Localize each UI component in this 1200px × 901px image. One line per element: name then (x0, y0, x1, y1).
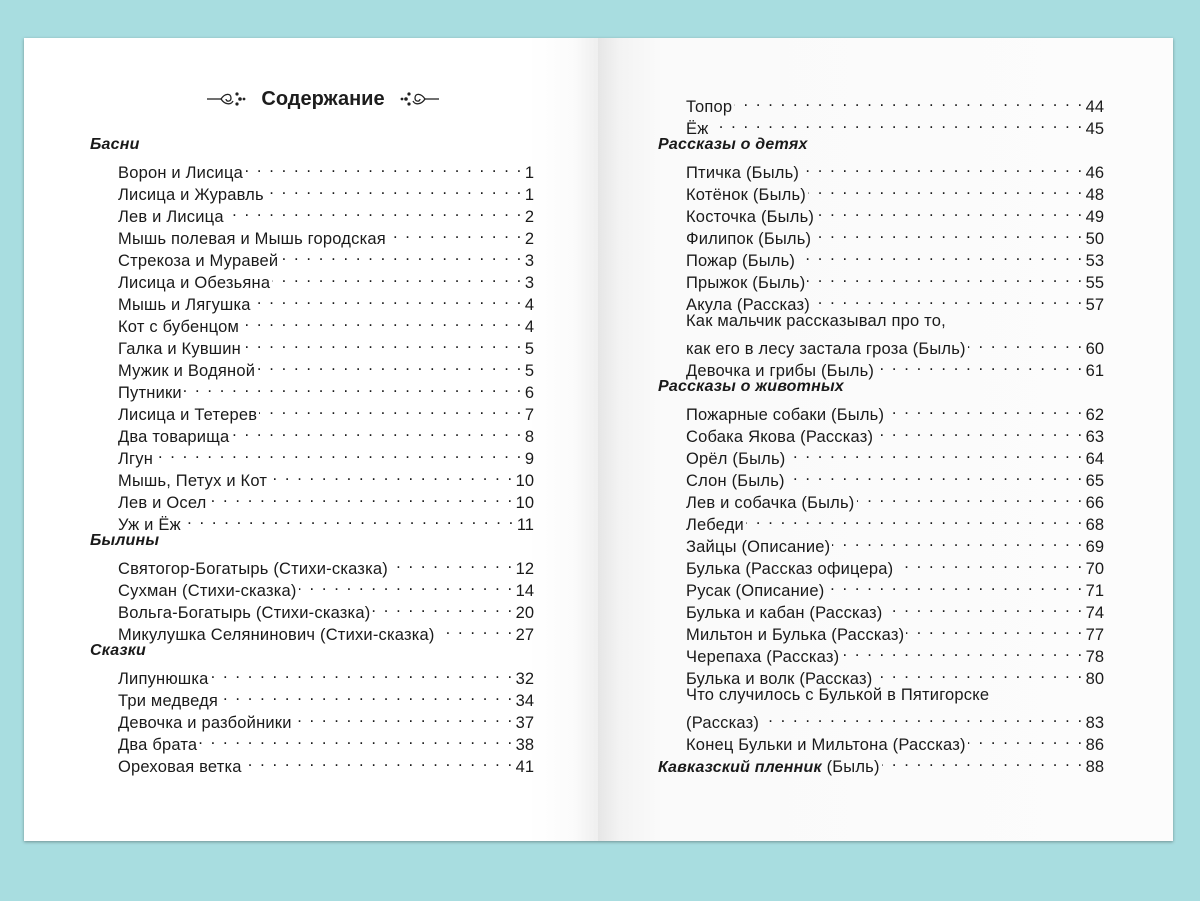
dot-leader (797, 244, 1084, 266)
entry-title: Лев и Осел (118, 494, 207, 512)
entry-title: Акула (Рассказ) (686, 296, 810, 314)
dot-leader (390, 552, 514, 574)
dot-leader (244, 750, 514, 772)
page-number: 5 (524, 362, 534, 380)
page-number: 63 (1085, 428, 1104, 446)
entry-title: Зайцы (Описание) (686, 538, 831, 556)
page-number: 66 (1085, 494, 1104, 512)
toc-entry-line (658, 684, 1104, 706)
dot-leader (787, 464, 1084, 486)
dot-leader (882, 750, 1084, 772)
section-heading (658, 134, 1104, 156)
dot-leader (294, 706, 514, 728)
dot-leader (253, 288, 523, 310)
page-number: 49 (1085, 208, 1104, 226)
entry-title: как его в лесу застала гроза (Быль) (686, 340, 966, 358)
contents-heading (196, 84, 450, 114)
dot-leader (710, 112, 1083, 134)
toc-entry (658, 706, 1104, 732)
dot-leader (299, 574, 514, 596)
dot-leader (874, 662, 1083, 684)
page-number: 38 (515, 736, 534, 754)
toc-entry-line (658, 310, 1104, 332)
entry-title: Котёнок (Быль) (686, 186, 806, 204)
section-title: Сказки (90, 642, 147, 659)
entry-title: Что случилось с Булькой в Пятигорске (686, 686, 990, 704)
dot-leader (209, 486, 514, 508)
section-title: Рассказы о детях (658, 136, 808, 153)
entry-title: Конец Бульки и Мильтона (Рассказ) (686, 736, 966, 754)
entry-title: Мильтон и Булька (Рассказ) (686, 626, 905, 644)
left-toc-column (90, 134, 534, 776)
page-number: 57 (1085, 296, 1104, 314)
dot-leader (807, 266, 1083, 288)
entry-title: Ёж (686, 120, 709, 138)
entry-title: Лисица и Журавль (118, 186, 264, 204)
entry-title: Лебеди (686, 516, 744, 534)
entry-title: Русак (Описание) (686, 582, 825, 600)
toc-entry (90, 464, 534, 490)
entry-title: Липунюшка (118, 670, 209, 688)
dot-leader (243, 332, 523, 354)
dot-leader (808, 178, 1084, 200)
page-number: 3 (524, 252, 534, 270)
page-number: 3 (524, 274, 534, 292)
entry-title: Слон (Быль) (686, 472, 785, 490)
dot-leader (155, 442, 523, 464)
entry-title: Уж и Ёж (118, 516, 181, 534)
section-title: Рассказы о животных (658, 378, 844, 395)
entry-title: Орёл (Быль) (686, 450, 786, 468)
entry-title: Три медведя (118, 692, 219, 710)
section-heading (90, 530, 534, 552)
dot-leader (761, 706, 1084, 728)
dot-leader (734, 90, 1083, 112)
entry-title: Галка и Кувшин (118, 340, 241, 358)
page-number: 44 (1085, 98, 1104, 116)
page-number: 55 (1085, 274, 1104, 292)
page-number: 80 (1085, 670, 1104, 688)
entry-title: Птичка (Быль) (686, 164, 800, 182)
left-flourish-icon (207, 89, 247, 109)
dot-leader (231, 420, 522, 442)
entry-title: Косточка (Быль) (686, 208, 815, 226)
page-number: 1 (524, 186, 534, 204)
dot-leader (884, 596, 1083, 618)
dot-leader (801, 156, 1084, 178)
dot-leader (812, 288, 1084, 310)
page-number: 41 (515, 758, 534, 776)
section-title: Басни (90, 136, 140, 153)
page-number: 48 (1085, 186, 1104, 204)
page-number: 14 (515, 582, 534, 600)
toc-entry (658, 332, 1104, 358)
entry-title: Булька (Рассказ офицера) (686, 560, 894, 578)
entry-title: Два товарища (118, 428, 230, 446)
dot-leader (211, 662, 514, 684)
section-heading (90, 134, 534, 156)
page-number: 7 (524, 406, 534, 424)
entry-title: Мужик и Водяной (118, 362, 256, 380)
page-number: 8 (524, 428, 534, 446)
dot-leader (968, 728, 1084, 750)
page-number: 37 (515, 714, 534, 732)
entry-title: Пожарные собаки (Быль) (686, 406, 885, 424)
page-number: 64 (1085, 450, 1104, 468)
right-toc-column (658, 90, 1104, 776)
dot-leader (788, 442, 1084, 464)
page-number: 6 (524, 384, 534, 402)
dot-leader (813, 222, 1083, 244)
dot-leader (259, 398, 523, 420)
toc-entry (90, 552, 534, 578)
entry-title: Черепаха (Рассказ) (686, 648, 840, 666)
page-number: 4 (524, 318, 534, 336)
entry-title: Мышь полевая и Мышь городская (118, 230, 386, 248)
dot-leader (875, 420, 1083, 442)
page-number: 10 (515, 472, 534, 490)
dot-leader (184, 376, 523, 398)
dot-leader (199, 728, 513, 750)
toc-entry (658, 398, 1104, 424)
dot-leader (895, 552, 1083, 574)
page-number: 46 (1085, 164, 1104, 182)
page-number: 83 (1085, 714, 1104, 732)
page-number: 45 (1085, 120, 1104, 138)
book-spread (24, 38, 1173, 841)
entry-title: Два брата (118, 736, 198, 754)
page-number: 50 (1085, 230, 1104, 248)
dot-leader (832, 530, 1083, 552)
page-number: 11 (516, 516, 534, 534)
entry-title: Сухман (Стихи-сказка) (118, 582, 297, 600)
dot-leader (372, 596, 513, 618)
dot-leader (245, 156, 523, 178)
entry-title: Булька и волк (Рассказ) (686, 670, 873, 688)
page-number: 71 (1085, 582, 1104, 600)
page-number: 4 (524, 296, 534, 314)
entry-title: Лев и собачка (Быль) (686, 494, 855, 512)
dot-leader (826, 574, 1083, 596)
toc-entry (90, 662, 534, 688)
entry-title: Топор (686, 98, 733, 116)
toc-entry (658, 156, 1104, 182)
page-number: 27 (515, 626, 534, 644)
entry-title: Девочка и грибы (Быль) (686, 362, 875, 380)
dot-leader (388, 222, 523, 244)
entry-title: Кот с бубенцом (118, 318, 240, 336)
entry-title: Ворон и Лисица (118, 164, 243, 182)
page-number: 32 (515, 670, 534, 688)
page-number: 1 (524, 164, 534, 182)
entry-title: Лев и Лисица (118, 208, 224, 226)
dot-leader (226, 200, 523, 222)
toc-entry (658, 90, 1104, 116)
entry-title: Лисица и Тетерев (118, 406, 258, 424)
section-heading (658, 376, 1104, 398)
dot-leader (269, 464, 514, 486)
page-number: 69 (1085, 538, 1104, 556)
dot-leader (886, 398, 1083, 420)
entry-genre: (Быль) (821, 758, 880, 776)
page-number: 60 (1085, 340, 1104, 358)
page-number: 2 (524, 230, 534, 248)
entry-title: Прыжок (Быль) (686, 274, 806, 292)
entry-title: Ореховая ветка (118, 758, 242, 776)
page-number: 20 (515, 604, 534, 622)
dot-leader (257, 354, 523, 376)
entry-title: Микулушка Селянинович (Стихи-сказка) (118, 626, 435, 644)
section-title: Былины (90, 532, 160, 549)
dot-leader (272, 266, 523, 288)
entry-title: Девочка и разбойники (118, 714, 292, 732)
dot-leader (876, 354, 1084, 376)
section-title: Кавказский пленник (658, 759, 822, 776)
entry-title: Филипок (Быль) (686, 230, 812, 248)
dot-leader (241, 310, 523, 332)
entry-title: Булька и кабан (Рассказ) (686, 604, 883, 622)
page-number: 88 (1085, 758, 1104, 776)
page-number: 65 (1085, 472, 1104, 490)
entry-title: Вольга-Богатырь (Стихи-сказка) (118, 604, 371, 622)
page-number: 86 (1085, 736, 1104, 754)
page-number: 10 (515, 494, 534, 512)
page-number: 61 (1085, 362, 1104, 380)
entry-title: Собака Якова (Рассказ) (686, 428, 874, 446)
page-number: 34 (515, 692, 534, 710)
dot-leader (857, 486, 1084, 508)
entry-title: Лгун (118, 450, 154, 468)
dot-leader (266, 178, 523, 200)
page-number: 5 (524, 340, 534, 358)
toc-entry (90, 156, 534, 182)
dot-leader (183, 508, 515, 530)
page-number: 70 (1085, 560, 1104, 578)
page-number: 12 (515, 560, 534, 578)
page-number: 74 (1085, 604, 1104, 622)
dot-leader (437, 618, 514, 640)
entry-title: (Рассказ) (686, 714, 760, 732)
toc-entry (658, 112, 1104, 138)
entry-title: Как мальчик рассказывал про то, (686, 312, 946, 330)
page-number: 2 (524, 208, 534, 226)
entry-title: Пожар (Быль) (686, 252, 796, 270)
page-number: 9 (524, 450, 534, 468)
entry-title: Лисица и Обезьяна (118, 274, 271, 292)
dot-leader (968, 332, 1084, 354)
page-number: 68 (1085, 516, 1104, 534)
entry-title: Стрекоза и Муравей (118, 252, 279, 270)
entry-title: Путники (118, 384, 182, 402)
page-number: 78 (1085, 648, 1104, 666)
dot-leader (906, 618, 1083, 640)
entry-title: Святогор-Богатырь (Стихи-сказка) (118, 560, 388, 578)
dot-leader (220, 684, 514, 706)
dot-leader (746, 508, 1084, 530)
page-title: Содержание (261, 87, 385, 110)
page-number: 62 (1085, 406, 1104, 424)
entry-title: Мышь, Петух и Кот (118, 472, 268, 490)
right-flourish-icon (399, 89, 439, 109)
dot-leader (816, 200, 1084, 222)
page-number: 53 (1085, 252, 1104, 270)
toc-entry (90, 442, 534, 468)
dot-leader (841, 640, 1083, 662)
entry-title: Мышь и Лягушка (118, 296, 251, 314)
dot-leader (280, 244, 523, 266)
page-number: 77 (1085, 626, 1104, 644)
